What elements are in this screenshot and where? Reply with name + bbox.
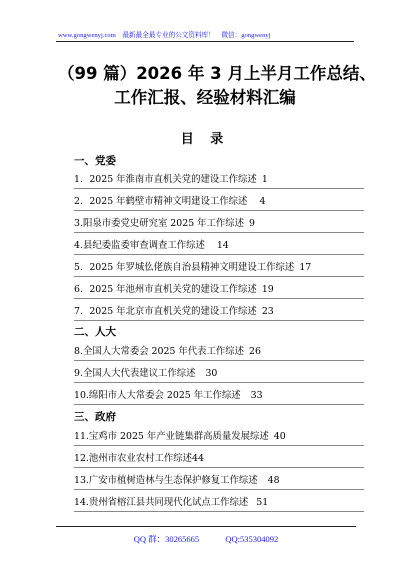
toc-item-page: 51 xyxy=(256,497,269,508)
toc-item-text: 6．2025 年池州市直机关党的建设工作综述 xyxy=(74,284,257,295)
document-title-line-2: 工作汇报、经验材料汇编 xyxy=(114,88,296,107)
toc-item-page: 48 xyxy=(267,475,280,486)
footer-qq: QQ:535304092 xyxy=(225,534,279,544)
toc-item-underline xyxy=(74,210,364,211)
toc-item[interactable] xyxy=(74,171,364,189)
toc-item-page: 17 xyxy=(299,262,312,273)
toc-item-underline xyxy=(74,360,364,361)
toc-item-underline xyxy=(74,254,364,255)
toc-item-page: 30 xyxy=(205,368,218,379)
toc-item-underline xyxy=(74,320,364,321)
toc-item[interactable] xyxy=(74,472,364,490)
header-divider xyxy=(56,41,354,42)
toc-item-underline xyxy=(74,298,364,299)
header-wechat: 微信：gongwenyj xyxy=(221,32,271,39)
toc-item-page: 14 xyxy=(216,240,229,251)
toc-item-page: 23 xyxy=(261,306,274,317)
toc-item-underline xyxy=(74,445,364,446)
toc-item[interactable] xyxy=(74,494,364,512)
toc-item-underline xyxy=(74,382,364,383)
toc-item-page: 33 xyxy=(250,390,263,401)
toc-item-underline xyxy=(74,188,364,189)
toc-item-text: 8.全国人大常委会 2025 年代表工作综述 xyxy=(74,346,245,357)
toc-item-text: 13.广安市植树造林与生态保护修复工作综述 xyxy=(74,475,258,486)
toc-item-page: 4 xyxy=(259,196,266,207)
toc-item[interactable] xyxy=(74,193,364,211)
toc-item[interactable] xyxy=(74,237,364,255)
document-title-line-1: （99 篇）2026 年 3 月上半月工作总结、 xyxy=(58,64,376,83)
toc-section-title: 一、党委 xyxy=(74,155,116,167)
toc-item-text: 5．2025 年罗城仫佬族自治县精神文明建设工作综述 xyxy=(74,262,295,273)
footer-qq-group: QQ 群：30265665 xyxy=(133,534,200,544)
toc-item-text: 3.阳泉市委党史研究室 2025 年工作综述 xyxy=(74,218,245,229)
toc-item-text: 7．2025 年北京市直机关党的建设工作综述 xyxy=(74,306,257,317)
toc-item[interactable] xyxy=(74,343,364,361)
toc-item-text: 10.绵阳市人大常委会 2025 年工作综述 xyxy=(74,390,241,401)
header-site-link[interactable]: www.gongwenyj.com xyxy=(58,32,116,39)
toc-item-page: 40 xyxy=(273,431,286,442)
header-slogan: 最新最全最专业的公文资料库！ xyxy=(122,32,215,39)
toc-item-text: 14.贵州省榕江县共同现代化试点工作综述 xyxy=(74,497,249,508)
page-header xyxy=(58,29,358,39)
toc-item[interactable] xyxy=(74,365,364,383)
toc-item-text: 12.池州市农业农村工作综述 xyxy=(74,453,193,464)
toc-item-text: 9.全国人大代表建议工作综述 xyxy=(74,368,196,379)
toc-item-underline xyxy=(74,511,364,512)
toc-item-underline xyxy=(74,489,364,490)
toc-heading: 目 录 xyxy=(180,132,230,147)
toc-item[interactable] xyxy=(74,428,364,446)
toc-item[interactable] xyxy=(74,450,364,468)
toc-item[interactable] xyxy=(74,303,364,321)
toc-item-page: 1 xyxy=(261,174,268,185)
toc-item[interactable] xyxy=(74,281,364,299)
toc-item[interactable] xyxy=(74,215,364,233)
page-footer xyxy=(56,533,356,545)
footer-divider xyxy=(56,526,356,527)
toc-item-text: 4.县纪委监委审查调查工作综述 xyxy=(74,240,205,251)
toc-section-title: 二、人大 xyxy=(74,326,116,338)
toc-item-text: 11.宝鸡市 2025 年产业链集群高质量发展综述 xyxy=(74,431,269,442)
toc-item-text: 1．2025 年淮南市直机关党的建设工作综述 xyxy=(74,174,257,185)
toc-item-underline xyxy=(74,467,364,468)
toc-item-page: 19 xyxy=(261,284,274,295)
toc-item[interactable] xyxy=(74,387,364,405)
toc-item-text: 2．2025 年鹤壁市精神文明建设工作综述 xyxy=(74,196,248,207)
toc-item-page: 26 xyxy=(249,346,261,357)
toc-item-page: 9 xyxy=(249,218,255,229)
toc-item[interactable] xyxy=(74,259,364,277)
toc-item-underline xyxy=(74,404,364,405)
toc-item-underline xyxy=(74,276,364,277)
toc-item-page: 44 xyxy=(192,453,204,464)
toc-section-title: 三、政府 xyxy=(74,411,116,423)
toc-item-underline xyxy=(74,232,364,233)
